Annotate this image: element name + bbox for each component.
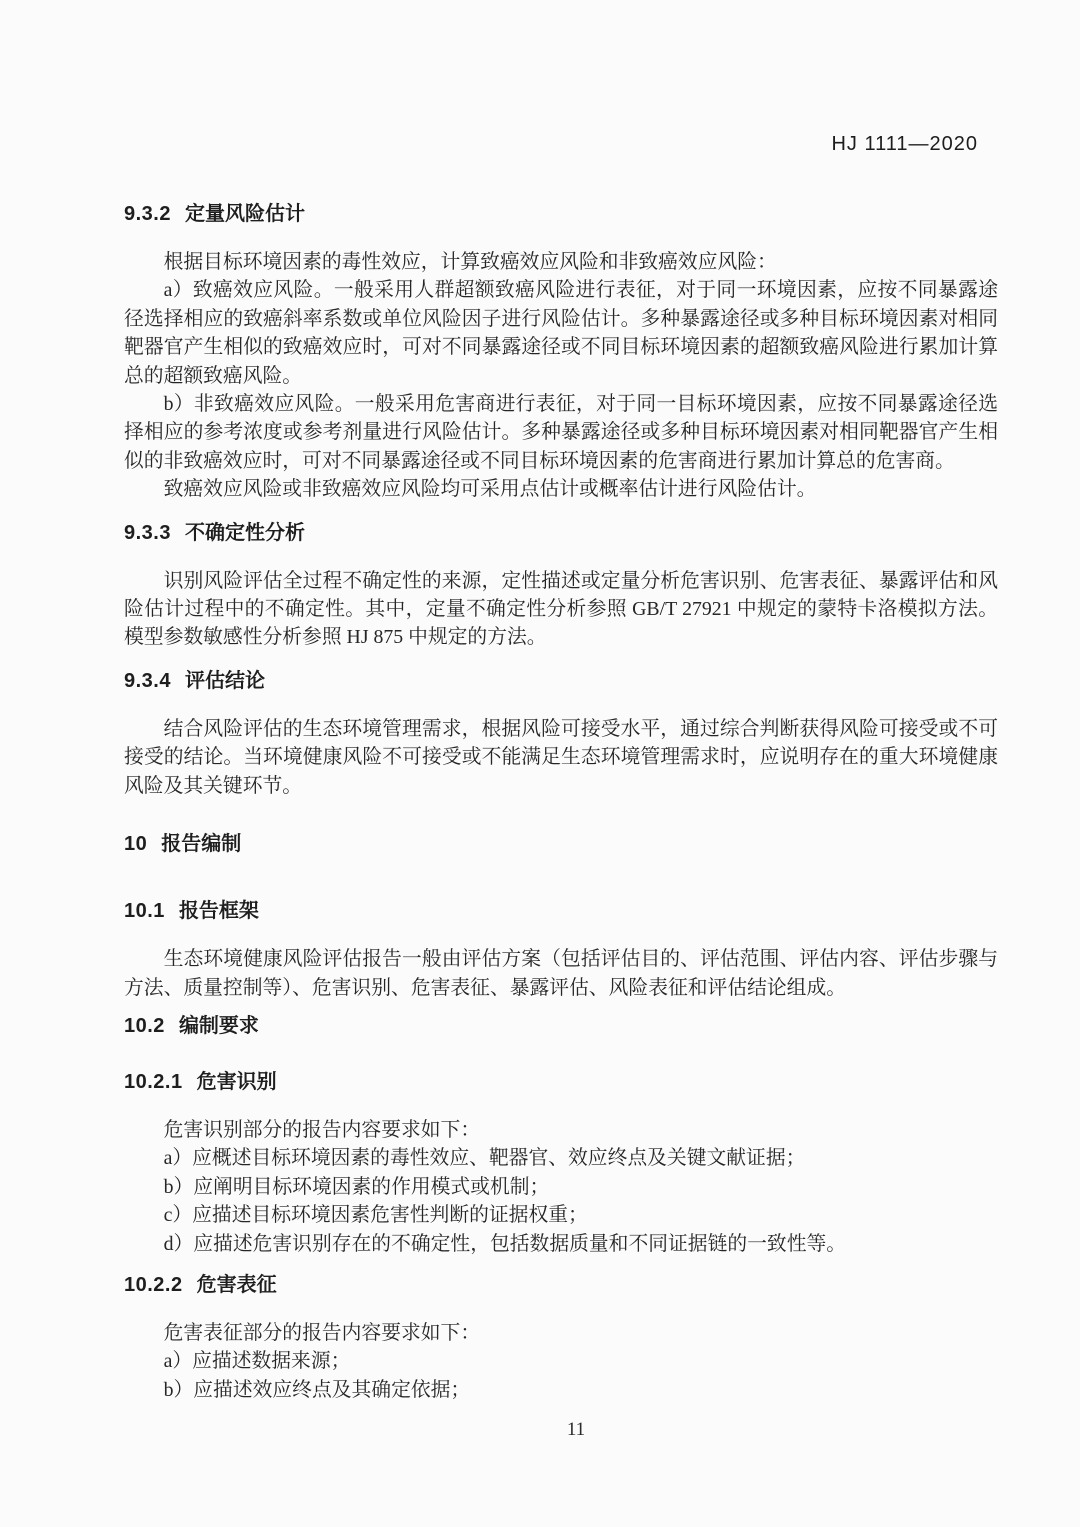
paragraph: 危害表征部分的报告内容要求如下： bbox=[163, 1321, 481, 1344]
document-content bbox=[124, 201, 998, 1404]
heading-10-2 bbox=[124, 1013, 998, 1040]
paragraph: 根据目标环境因素的毒性效应，计算致癌效应风险和非致癌效应风险： bbox=[163, 251, 777, 273]
paragraph: 结合风险评估的生态环境管理需求，根据风险可接受水平，通过综合判断获得风险可接受或不可接受的结论。当环境健康风险不可接受或不能满足生态环境管理需求时，应说明存在的重大环境健康风险及其关键环节。 bbox=[124, 717, 998, 797]
running-header bbox=[124, 133, 998, 155]
list-item: c）应描述目标环境因素危害性判断的证据权重； bbox=[163, 1204, 588, 1227]
heading-10-2-1 bbox=[124, 1069, 998, 1096]
heading-9-3-2 bbox=[124, 201, 998, 228]
standard-code: HJ 1111—2020 bbox=[831, 133, 978, 155]
heading-title: 编制要求 bbox=[178, 1014, 259, 1037]
heading-title: 报告框架 bbox=[178, 900, 259, 923]
heading-number: 9.3.3 bbox=[124, 521, 171, 544]
page-number: 11 bbox=[566, 1419, 586, 1441]
heading-9-3-3 bbox=[124, 520, 998, 547]
chapter-heading-10 bbox=[124, 831, 998, 858]
heading-number: 10.2.2 bbox=[124, 1273, 183, 1296]
paragraph: b）非致癌效应风险。一般采用危害商进行表征，对于同一目标环境因素，应按不同暴露途径选择相应的参考浓度或参考剂量进行风险估计。多种暴露途径或多种目标环境因素对相同靶器官产生相似的非致癌效应时，可对不同暴露途径或不同目标环境因素的危害商进行累加计算总的危害商。 bbox=[124, 393, 998, 472]
heading-number: 10.2 bbox=[124, 1014, 165, 1037]
heading-number: 10.2.1 bbox=[124, 1070, 183, 1093]
list-item: a）应描述数据来源； bbox=[163, 1350, 351, 1373]
heading-title: 不确定性分析 bbox=[184, 521, 305, 544]
heading-10-2-2 bbox=[124, 1272, 998, 1299]
list-item: b）应阐明目标环境因素的作用模式或机制； bbox=[163, 1175, 550, 1198]
list-item: b）应描述效应终点及其确定依据； bbox=[163, 1378, 471, 1401]
list-item: a）应概述目标环境因素的毒性效应、靶器官、效应终点及关键文献证据； bbox=[163, 1147, 806, 1170]
heading-title: 报告编制 bbox=[161, 833, 242, 856]
heading-title: 危害识别 bbox=[196, 1070, 277, 1093]
paragraph: 危害识别部分的报告内容要求如下： bbox=[163, 1118, 481, 1141]
heading-9-3-4 bbox=[124, 668, 998, 695]
heading-number: 9.3.4 bbox=[124, 669, 171, 692]
heading-10-1 bbox=[124, 898, 998, 925]
heading-title: 定量风险估计 bbox=[184, 203, 305, 225]
heading-number: 10 bbox=[124, 833, 148, 856]
paragraph: a）致癌效应风险。一般采用人群超额致癌风险进行表征，对于同一环境因素，应按不同暴露途径选择相应的致癌斜率系数或单位风险因子进行风险估计。多种暴露途径或多种目标环境因素对相同靶器官产生相似的致癌效应时，可对不同暴露途径或不同目标环境因素的超额致癌风险进行累加计算总的超额致癌风险。 bbox=[124, 279, 998, 387]
list-item: d）应描述危害识别存在的不确定性，包括数据质量和不同证据链的一致性等。 bbox=[163, 1232, 847, 1255]
heading-number: 9.3.2 bbox=[124, 203, 171, 225]
heading-number: 10.1 bbox=[124, 900, 165, 923]
paragraph: 识别风险评估全过程不确定性的来源，定性描述或定量分析危害识别、危害表征、暴露评估和风险估计过程中的不确定性。其中，定量不确定性分析参照 GB/T 27921 中规定的蒙特卡洛模拟方法。模型参数敏感性分析参照 HJ 875 中规定的方法。 bbox=[124, 569, 998, 649]
heading-title: 危害表征 bbox=[196, 1273, 277, 1296]
paragraph: 致癌效应风险或非致癌效应风险均可采用点估计或概率估计进行风险估计。 bbox=[163, 478, 817, 501]
paragraph: 生态环境健康风险评估报告一般由评估方案（包括评估目的、评估范围、评估内容、评估步骤与方法、质量控制等）、危害识别、危害表征、暴露评估、风险表征和评估结论组成。 bbox=[124, 948, 998, 999]
heading-title: 评估结论 bbox=[184, 669, 265, 692]
